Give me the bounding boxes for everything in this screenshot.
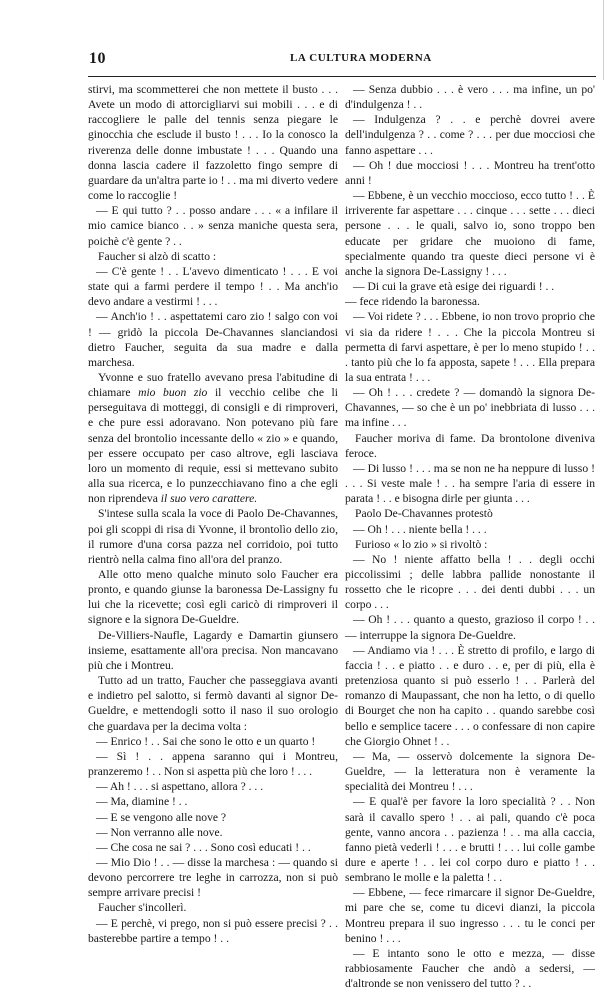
dialogue-line: — Enrico ! . . Sai che sono le otto e un quarto ! — [96, 734, 316, 748]
paragraph: Faucher moriva di fame. Da brontolone diveniva feroce. — [345, 431, 595, 460]
dialogue-line: — Voi ridete ? . . . Ebbene, io non trovo proprio che vi sia da ridere ! . . . Che la piccola Montreu si permetta di farvi aspettare, è per lo meno stupido ! . . . tanto più che lo fa apposta, sapete ! . . . Ella prepara la sua entrata ! . . . — [345, 310, 595, 384]
paragraph: stirvi, ma scommetterei che non mettete il busto . . . Avete un modo di attorcigliarvi sui mobili . . . e di raccogliere le palle del tennis senza piegare le ginocchia che esclude il busto ! . . . Io la conosco la riverenza delle donne imbustate ! . . . Quando una donna lascia cadere il fazzoletto fingo sempre di guardare da un'altra parte io ! . . ma mi diverto vedere come lo raccoglie ! — [88, 83, 338, 203]
paragraph-text: Yvonne e suo fratello avevano presa l'abitudine di chiamare — [88, 370, 338, 400]
dialogue-line: — Ebbene, — fece rimarcare il signor De-Gueldre, mi pare che se, come tu dicevi dianzi, la piccola Montreu prepara il suo ingresso . . . tu le conci per benino ! . . . — [345, 886, 595, 945]
paragraph: De-Villiers-Naufle, Lagardy e Damartin giunsero insieme, esattamente all'ora precisa. Non mancavano più che i Montreu. — [88, 628, 338, 672]
paragraph: Alle otto meno qualche minuto solo Faucher era pronto, e quando giunse la baronessa De-Lassigny fu lui che la ricevette; così egli caricò di rimproveri il signore e la signora De-Gueldre. — [88, 568, 338, 627]
right-text-column — [345, 82, 595, 991]
running-title: LA CULTURA MODERNA — [290, 52, 432, 64]
italic-nickname: mio buon zio — [138, 386, 208, 400]
dialogue-line: — Di lusso ! . . . ma se non ne ha neppure di lusso ! . . . Si veste male ! . . ha sempre l'aria di essere in parata ! . . e bisogna dirle per giunta . . . — [345, 461, 595, 506]
dialogue-line: — E intanto sono le otto e mezza, — disse rabbiosamente Faucher che andò a sedersi, — d'altronde se non venissero del tutto ? . . — [345, 946, 595, 991]
paragraph: S'intese sulla scala la voce di Paolo De-Chavannes, poi gli scoppi di risa di Yvonne, il brontolìo dello zio, il rumore d'una corsa pazza nel corridoio, poi tutto rientrò nella calma fino all'ora del pranzo. — [88, 507, 338, 566]
paragraph: — Anch'io ! . . aspettatemi caro zio ! salgo con voi ! — gridò la piccola De-Chavannes slanciandosi dietro Faucher, seguita da sua madre e dalla marchesa. — [88, 310, 338, 369]
paragraph-text: il vecchio celibe che li perseguitava di motteggi, di consigli e di rimproveri, e che pure essi adoravano. Non potevano più fare senza del brontolio incessante dello « zio » e quando, per essere occupato per caso altrove, egli lasciava loro un momento di requie, essi si mettevano subito alla sua ricerca, e lo punzecchiavano fino a che egli non riprendeva — [88, 386, 338, 506]
dialogue-line: — Di cui la grave età esige dei riguardi ! . . — [353, 280, 555, 294]
dialogue-line: — Ma, diamine ! . . — [96, 795, 188, 809]
dialogue-line: — Ma, — osservò dolcemente la signora De-Gueldre, — la letteratura non è veramente la specialità dei Montreu ! . . . — [345, 749, 595, 794]
paragraph: Tutto ad un tratto, Faucher che passeggiava avanti e indietro pel salotto, si fermò davanti al signor De-Gueldre, e mettendogli sotto il naso il suo orologio che guardava per la decima volta : — [88, 674, 338, 733]
paragraph: Faucher s'incollerì. — [98, 901, 187, 915]
paragraph: Paolo De-Chavannes protestò — [355, 507, 493, 521]
dialogue-line: — No ! niente affatto bella ! . . degli occhi piccolissimi ; delle labbra pallide nonostante il rossetto che le ricopre . . . dei denti dubbi . . . un corpo . . . — [345, 552, 595, 612]
dialogue-line: — fece ridendo la baronessa. — [345, 295, 480, 309]
dialogue-line: — Che cosa ne sai ? . . . Sono così educati ! . . — [96, 840, 311, 854]
dialogue-line: — E perchè, vi prego, non si può essere precisi ? . . basterebbe partire a tempo ! . . — [88, 916, 338, 945]
dialogue-line: — Andiamo via ! . . . È stretto di profilo, e largo di faccia ! . . e piatto . . e duro . . e, per di più, ella è pretenziosa quanto si può esserlo ! . . Parlerà del romanzo di Maupassant, che non ha letto, o di quello di Bourget che non ha capito . . quando sarebbe così bello e semplice tacere . . . o confessare di non capire che Giorgio Ohnet ! . . — [345, 643, 595, 748]
dialogue-line: — Ebbene, è un vecchio moccioso, ecco tutto ! . . È irriverente far aspettare . . . cinque . . . sette . . . dieci persone . . . le quali, salvo io, sono troppo ben educate per gridare che muoiono di fame, specialmente quando tra queste dieci persone vi è anche la signora De-Lassigny ! . . . — [345, 189, 595, 278]
dialogue-line: — Mio Dio ! . . — disse la marchesa : — quando si devono percorrere tre leghe in carrozza, non si può sempre arrivare precisi ! — [88, 855, 338, 900]
paragraph: Faucher si alzò di scatto : — [98, 249, 217, 263]
paragraph: — E qui tutto ? . . posso andare . . . « a infilare il mio camice bianco . . » senza maniche questa sera, poichè c'è gente ? . . — [88, 204, 338, 248]
paragraph: — C'è gente ! . . L'avevo dimenticato ! . . . E voi state qui a farmi perdere il tempo ! . . Ma anch'io devo andare a vestirmi ! . . . — [88, 264, 338, 309]
dialogue-line: — Senza dubbio . . . è vero . . . ma infine, un po' d'indulgenza ! . . — [345, 83, 595, 112]
header-rule — [88, 76, 596, 77]
dialogue-line: — Ah ! . . . si aspettano, allora ? . . . — [96, 780, 264, 794]
dialogue-line: — Sì ! . . appena saranno qui i Montreu, pranzeremo ! . . Non si aspetta più che loro ! . . . — [88, 749, 338, 779]
binding-edge — [603, 0, 614, 80]
dialogue-line: — E qual'è per favore la loro specialità ? . . Non sarà il cavallo spero ! . . ai pali, quando c'è poca gente, vanno ancora . . pazienza ! . . ma alla caccia, fanno pietà vederli ! . . . e brutti ! . . . lui colle gambe dure e aperte ! . . lei col corpo duro e piatto ! . . sembrano le molle e la paletta ! . . — [345, 795, 595, 885]
page-number: 10 — [89, 50, 106, 67]
dialogue-line: — Oh ! . . . credete ? — domandò la signora De-Chavannes, — so che è un po' inebbriata di lusso . . . ma infine . . . — [345, 386, 595, 430]
left-text-column — [88, 82, 338, 946]
paragraph: Furioso « lo zio » si rivoltò : — [355, 537, 488, 551]
dialogue-line: — Oh ! . . . quanto a questo, grazioso il corpo ! . . — interruppe la signora De-Gueldre. — [345, 613, 595, 642]
dialogue-line: — Oh ! due mocciosi ! . . . Montreu ha trent'otto anni ! — [345, 158, 595, 187]
dialogue-line: — Non verranno alle nove. — [96, 825, 223, 839]
italic-phrase: il suo vero carattere. — [160, 492, 258, 506]
dialogue-line: — E se vengono alle nove ? — [96, 810, 227, 824]
dialogue-line: — Oh ! . . . niente bella ! . . . — [353, 522, 487, 536]
dialogue-line: — Indulgenza ? . . e perchè dovrei avere dell'indulgenza ? . . come ? . . . per due mocciosi che fanno aspettare . . . — [345, 113, 595, 157]
paragraph-with-italics — [88, 370, 338, 506]
